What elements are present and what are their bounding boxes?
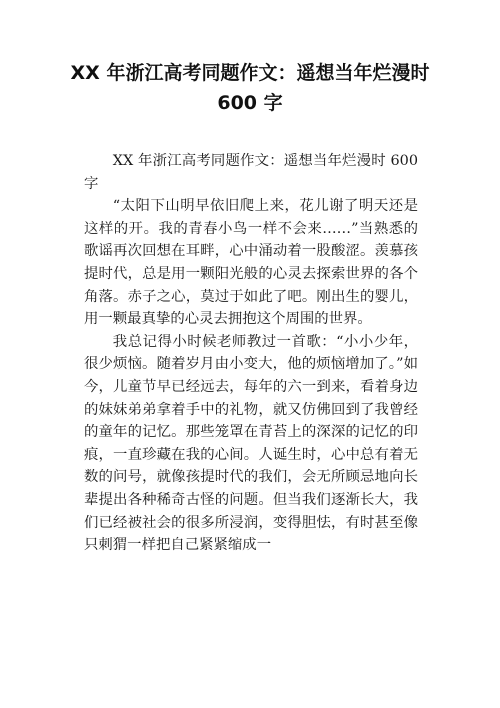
paragraph-subtitle: XX 年浙江高考同题作文：遥想当年烂漫时 600 字	[84, 153, 418, 192]
document-title: XX 年浙江高考同题作文：遥想当年烂漫时 600 字	[70, 62, 430, 114]
paragraph-1: “太阳下山明早依旧爬上来，花儿谢了明天还是这样的开。我的青春小鸟一样不会来……”当熟悉的歌谣再次回想在耳畔，心中涌动着一股酸涩。羡慕孩提时代，总是用一颗阳光般的心灵去探索世界的各个角落。赤子之心，莫过于如此了吧。刚出生的婴儿，用一颗最真挚的心灵去拥抱这个周围的世界。	[84, 198, 418, 328]
paragraph-2: 我总记得小时候老师教过一首歌：“小小少年，很少烦恼。随着岁月由小变大，他的烦恼增加了。”如今，儿童节早已经远去，每年的六一到来，看着身边的妹妹弟弟拿着手中的礼物，就又仿佛回到了我曾经的童年的记忆。那些笼罩在青苔上的深深的记忆的印痕，一直珍藏在我的心间。人诞生时，心中总有着无数的问号，就像孩提时代的我们，会无所顾忌地向长辈提出各种稀奇古怪的问题。但当我们逐渐长大，我们已经被社会的很多所浸润，变得胆怯，有时甚至像只刺猬一样把自己紧紧缩成一	[84, 333, 418, 554]
document-body	[84, 150, 418, 557]
